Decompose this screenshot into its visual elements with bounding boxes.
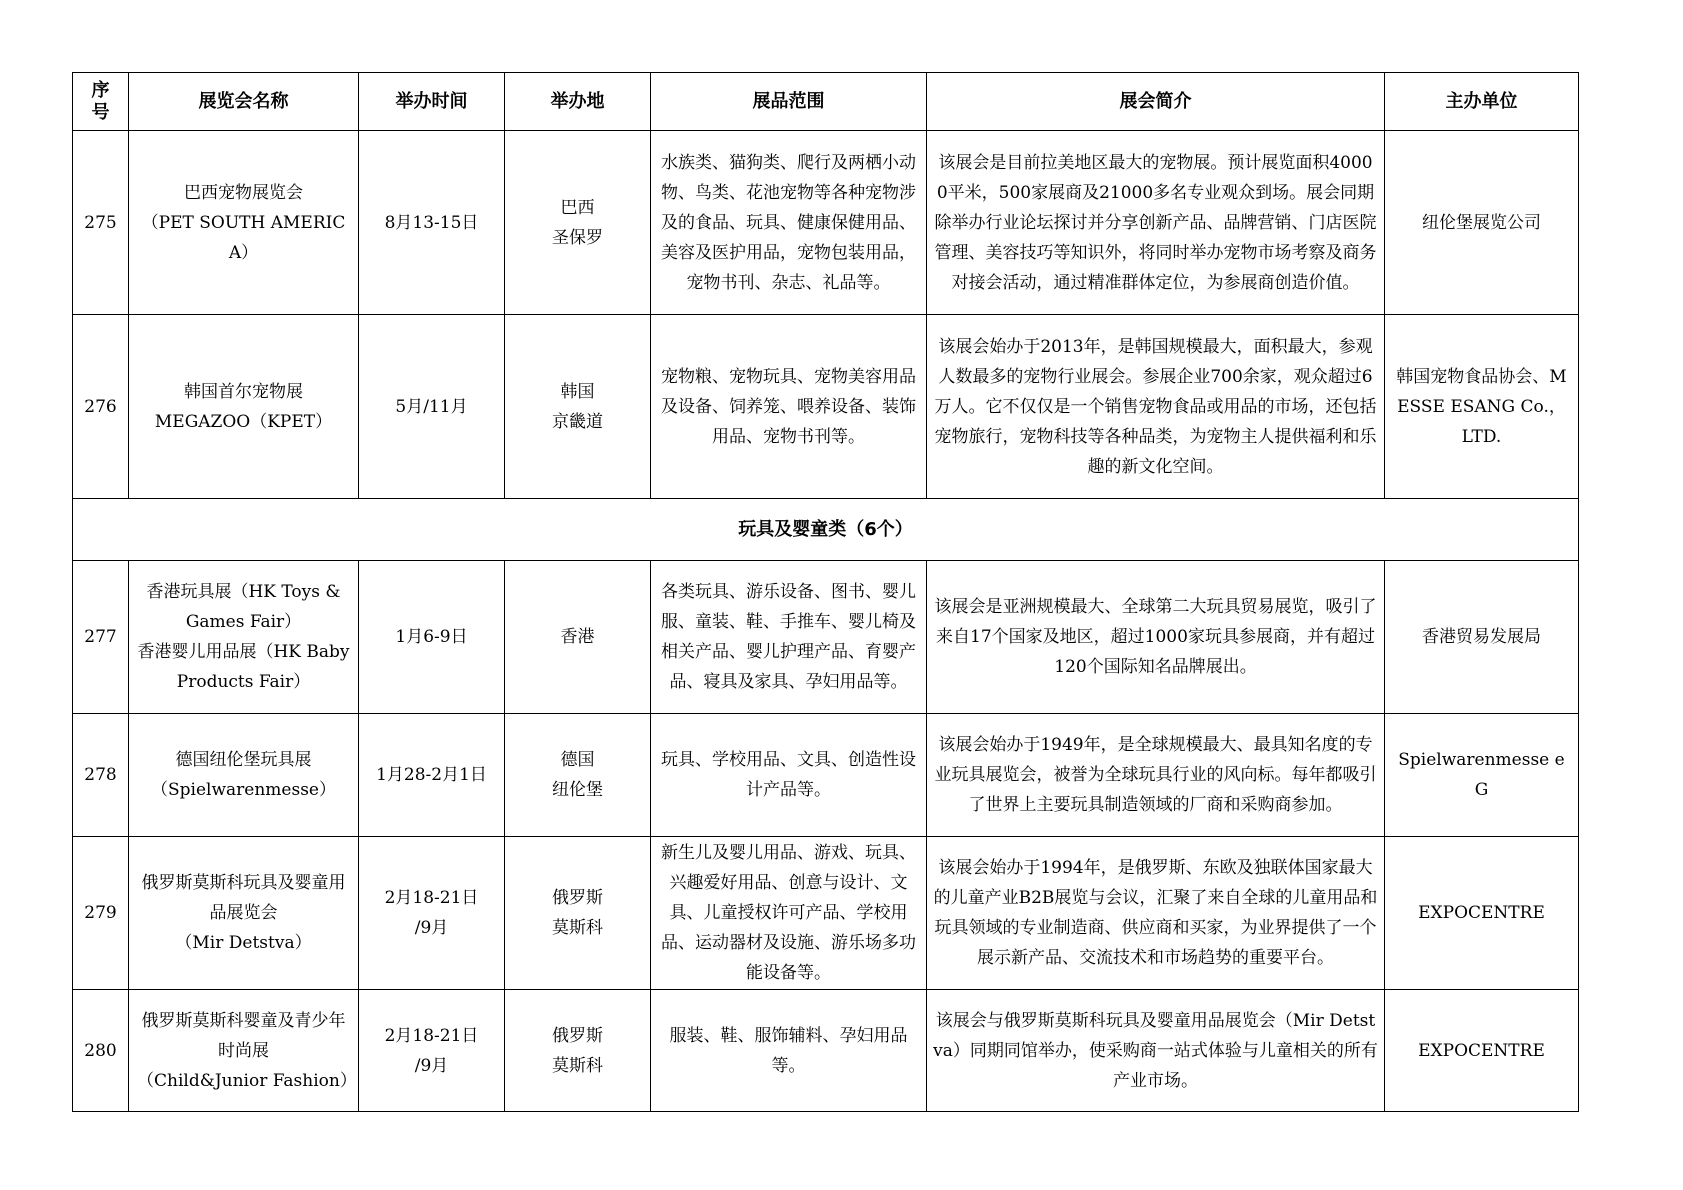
name-line: 俄罗斯莫斯科玩具及婴童用品展览会 — [141, 873, 346, 923]
header-no: 序号 — [73, 73, 129, 131]
name-line: 巴西宠物展览会 — [184, 182, 303, 203]
name-line: （Mir Detstva） — [175, 933, 312, 953]
place-line: 俄罗斯 — [552, 888, 603, 908]
cell-name — [129, 561, 359, 714]
cell-no: 276 — [73, 315, 129, 499]
header-name: 展览会名称 — [129, 73, 359, 131]
cell-name — [129, 990, 359, 1112]
time-line: /9月 — [414, 918, 449, 938]
table-row — [73, 714, 1579, 837]
exhibition-table — [72, 72, 1579, 1112]
table-row — [73, 561, 1579, 714]
time-line: 2月18-21日 — [384, 1025, 479, 1046]
cell-time — [359, 837, 505, 990]
time-line: 5月/11月 — [395, 396, 468, 417]
table-row — [73, 315, 1579, 499]
cell-place — [505, 131, 651, 315]
cell-name — [129, 315, 359, 499]
cell-organizer — [1385, 561, 1579, 714]
organizer-line: EXPOCENTRE — [1418, 1040, 1545, 1061]
time-line: /9月 — [414, 1055, 449, 1076]
time-line: 1月28-2月1日 — [376, 765, 487, 785]
table-row — [73, 990, 1579, 1112]
place-line: 纽伦堡 — [552, 780, 603, 800]
cell-place — [505, 990, 651, 1112]
cell-time — [359, 561, 505, 714]
cell-scope: 新生儿及婴儿用品、游戏、玩具、兴趣爱好用品、创意与设计、文具、儿童授权许可产品、学校用品、运动器材及设施、游乐场多功能设备等。 — [651, 837, 927, 990]
cell-scope: 水族类、猫狗类、爬行及两栖小动物、鸟类、花池宠物等各种宠物涉及的食品、玩具、健康保健用品、美容及医护用品，宠物包装用品，宠物书刊、杂志、礼品等。 — [651, 131, 927, 315]
cell-place — [505, 837, 651, 990]
cell-intro: 该展会是亚洲规模最大、全球第二大玩具贸易展览，吸引了来自17个国家及地区，超过1000家玩具参展商，并有超过120个国际知名品牌展出。 — [927, 561, 1385, 714]
organizer-line: 香港贸易发展局 — [1422, 627, 1541, 647]
cell-no: 278 — [73, 714, 129, 837]
cell-no: 279 — [73, 837, 129, 990]
header-place: 举办地 — [505, 73, 651, 131]
place-line: 巴西 — [560, 197, 595, 218]
organizer-line: 纽伦堡展览公司 — [1422, 212, 1541, 233]
table-row — [73, 837, 1579, 990]
name-line: 德国纽伦堡玩具展 — [175, 750, 312, 770]
name-line: （Spielwarenmesse） — [151, 780, 336, 800]
cell-organizer — [1385, 714, 1579, 837]
cell-no: 275 — [73, 131, 129, 315]
organizer-line: EXPOCENTRE — [1418, 903, 1545, 923]
header-time: 举办时间 — [359, 73, 505, 131]
time-line: 1月6-9日 — [395, 627, 468, 647]
place-line: 德国 — [560, 750, 595, 770]
cell-scope: 服装、鞋、服饰辅料、孕妇用品等。 — [651, 990, 927, 1112]
name-line: （Child&Junior Fashion） — [137, 1070, 357, 1091]
category-title: 玩具及婴童类（6个） — [73, 499, 1579, 561]
organizer-line: 韩国宠物食品协会、MESSE ESANG Co.，LTD. — [1396, 366, 1567, 447]
header-intro: 展会简介 — [927, 73, 1385, 131]
cell-place — [505, 561, 651, 714]
cell-no: 280 — [73, 990, 129, 1112]
cell-place — [505, 714, 651, 837]
name-line: 香港婴儿用品展（HK Baby Products Fair） — [137, 642, 350, 692]
cell-no: 277 — [73, 561, 129, 714]
cell-intro: 该展会是目前拉美地区最大的宠物展。预计展览面积40000平米，500家展商及21000多名专业观众到场。展会同期除举办行业论坛探讨并分享创新产品、品牌营销、门店医院管理、美容技巧等知识外，将同时举办宠物市场考察及商务对接会活动，通过精准群体定位，为参展商创造价值。 — [927, 131, 1385, 315]
name-line: 香港玩具展（HK Toys & Games Fair） — [146, 582, 341, 632]
table-header-row — [73, 73, 1579, 131]
cell-scope: 玩具、学校用品、文具、创造性设计产品等。 — [651, 714, 927, 837]
name-line: 俄罗斯莫斯科婴童及青少年时尚展 — [141, 1010, 346, 1061]
header-organizer: 主办单位 — [1385, 73, 1579, 131]
cell-scope: 各类玩具、游乐设备、图书、婴儿服、童装、鞋、手推车、婴儿椅及相关产品、婴儿护理产品、育婴产品、寝具及家具、孕妇用品等。 — [651, 561, 927, 714]
cell-intro: 该展会始办于2013年，是韩国规模最大，面积最大，参观人数最多的宠物行业展会。参展企业700余家，观众超过6万人。它不仅仅是一个销售宠物食品或用品的市场，还包括宠物旅行，宠物科技等各种品类，为宠物主人提供福利和乐趣的新文化空间。 — [927, 315, 1385, 499]
cell-intro: 该展会始办于1949年，是全球规模最大、最具知名度的专业玩具展览会，被誉为全球玩具行业的风向标。每年都吸引了世界上主要玩具制造领域的厂商和采购商参加。 — [927, 714, 1385, 837]
place-line: 莫斯科 — [552, 1055, 603, 1076]
name-line: （PET SOUTH AMERICA） — [141, 212, 346, 263]
place-line: 京畿道 — [552, 411, 603, 432]
category-row — [73, 499, 1579, 561]
cell-name — [129, 837, 359, 990]
cell-place — [505, 315, 651, 499]
time-line: 8月13-15日 — [384, 212, 479, 233]
cell-time — [359, 990, 505, 1112]
cell-time — [359, 315, 505, 499]
cell-intro: 该展会与俄罗斯莫斯科玩具及婴童用品展览会（Mir Detstva）同期同馆举办，使采购商一站式体验与儿童相关的所有产业市场。 — [927, 990, 1385, 1112]
cell-organizer — [1385, 315, 1579, 499]
table-row — [73, 131, 1579, 315]
cell-organizer — [1385, 990, 1579, 1112]
place-line: 俄罗斯 — [552, 1025, 603, 1046]
cell-organizer — [1385, 837, 1579, 990]
place-line: 香港 — [560, 627, 595, 647]
cell-time — [359, 714, 505, 837]
header-scope: 展品范围 — [651, 73, 927, 131]
organizer-line: Spielwarenmesse eG — [1398, 750, 1565, 800]
cell-intro: 该展会始办于1994年，是俄罗斯、东欧及独联体国家最大的儿童产业B2B展览与会议，汇聚了来自全球的儿童用品和玩具领域的专业制造商、供应商和买家，为业界提供了一个展示新产品、交流技术和市场趋势的重要平台。 — [927, 837, 1385, 990]
name-line: MEGAZOO（KPET） — [154, 411, 333, 432]
time-line: 2月18-21日 — [384, 888, 479, 908]
cell-scope: 宠物粮、宠物玩具、宠物美容用品及设备、饲养笼、喂养设备、装饰用品、宠物书刊等。 — [651, 315, 927, 499]
place-line: 圣保罗 — [552, 227, 603, 248]
cell-time — [359, 131, 505, 315]
name-line: 韩国首尔宠物展 — [184, 381, 303, 402]
place-line: 韩国 — [560, 381, 595, 402]
place-line: 莫斯科 — [552, 918, 603, 938]
cell-organizer — [1385, 131, 1579, 315]
cell-name — [129, 714, 359, 837]
cell-name — [129, 131, 359, 315]
